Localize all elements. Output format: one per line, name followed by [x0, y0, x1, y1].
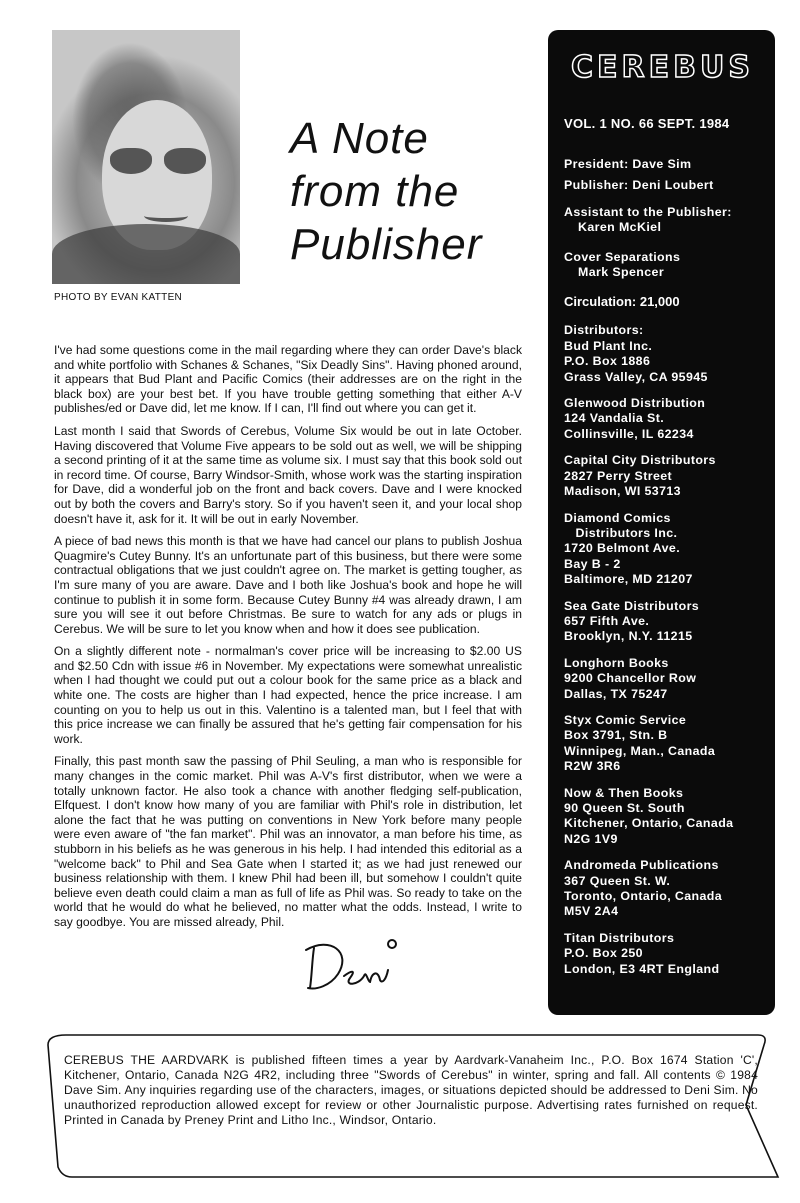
assistant-name: Karen McKiel [578, 220, 662, 235]
distributor-line: Box 3791, Stn. B [564, 728, 668, 743]
publisher-photo [52, 30, 240, 284]
distributor-line: Longhorn Books [564, 655, 669, 670]
distributor-line: Styx Comic Service [564, 712, 687, 727]
distributor-line: Capital City Distributors [564, 453, 716, 468]
title-line: Publisher [290, 220, 483, 269]
distributors-label: Distributors: [564, 323, 644, 338]
cover-name: Mark Spencer [578, 265, 665, 280]
distributors-list [564, 339, 761, 977]
distributor-line: 2827 Perry Street [564, 468, 673, 483]
staff-assistant [564, 205, 761, 236]
staff-president: President: Dave Sim [564, 157, 692, 171]
title-line: from the [290, 167, 460, 216]
article-paragraph: On a slightly different note - normalman's cover price will be increasing to $2.00 US and $2.50 Cdn with issue #6 in November. My expectations were somewhat unrealistic when I had thought we could put out a colour book for the same price as a black and white one. The costs are higher than I had expected, hence the price increase. I am counting on you to help us out in this. Valentino is a talented man, but I feel that with this price increase we can finally be assured that he's getting fair compensation for his work. [54, 644, 522, 746]
distributor-line: M5V 2A4 [564, 904, 619, 919]
distributor-line: 9200 Chancellor Row [564, 671, 697, 686]
distributor-line: Diamond Comics [564, 510, 671, 525]
article-body [54, 343, 522, 938]
distributor-entry [564, 713, 761, 775]
title-line: A Note [290, 114, 429, 163]
article-paragraph: A piece of bad news this month is that we have had cancel our plans to publish Joshua Quagmire's Cutey Bunny. It's an unfortunate part of this business, but there were some contractual obligations that we just couldn't agree on. The market is getting tougher, as I'm sure many of you are aware. Dave and I both like Joshua's book and hope he will continue to publish it in some form. Because Cutey Bunny #4 was already drawn, I am sure you will see it out before Christmas. Be sure to watch for any ads or plugs in Cerebus. We will be sure to let you know when and how it does see publication. [54, 534, 522, 636]
article-paragraph: Last month I said that Swords of Cerebus, Volume Six would be out in late October. Having discovered that Volume Five appears to be sold out as well, we will be shipping a second printing of it at the same time as volume six. I must say that this book sold out in record time. Of course, Barry Windsor-Smith, whose work was the starting inspiration for Dave, did a wonderful job on the front and back covers. Dave and I were knocked out by both the covers and Barry's story. So if you haven't seen it, and your local shop doesn't have it, ask for it. It will be out in early November. [54, 423, 522, 526]
masthead-sidebar [548, 30, 775, 1015]
distributor-entry [564, 599, 761, 645]
distributor-entry [564, 339, 761, 385]
distributor-line: Brooklyn, N.Y. 11215 [564, 629, 693, 644]
distributor-entry [564, 931, 761, 977]
distributor-line: 90 Queen St. South [564, 801, 685, 815]
distributor-entry [564, 396, 761, 442]
page-title [290, 112, 540, 271]
cerebus-logo: CEREBUS [571, 50, 754, 85]
article-paragraph: Finally, this past month saw the passing of Phil Seuling, a man who is responsible for many changes in the comic market. Phil was A-V's first distributor, when we were a totally unknown factor. He also took a chance with another fledging self-publication, Elfquest. I don't know how many of you are familiar with Phil's role in distribution, let alone the fact that he was putting on conventions in New York before many people were even aware of "the fan market". Phil was an innovator, a man before his time, as stubborn in his beliefs as he was generous in his help. I had intended this editorial as a "welcome back" to Phil and Sea Gate when I started it; as we had just renewed our business relationship with them. I knew Phil had been ill, but somehow I couldn't quite believe even death could claim a man as full of life as Phil was. So ready to take on the world that he would do what he believed, no matter what the odds. Instead, I write to say goodbye. You are missed already, Phil. [54, 754, 522, 929]
assistant-label: Assistant to the Publisher: [564, 204, 732, 219]
distributor-line: Baltimore, MD 21207 [564, 572, 693, 587]
distributor-line: Toronto, Ontario, Canada [564, 889, 723, 904]
distributor-line: Glenwood Distribution [564, 396, 706, 411]
distributor-line: Titan Distributors [564, 930, 675, 945]
sunglasses-icon [110, 148, 206, 174]
distributor-line: 367 Queen St. W. [564, 873, 671, 888]
cover-label: Cover Separations [564, 249, 681, 264]
issue-info: VOL. 1 NO. 66 SEPT. 1984 [564, 116, 730, 131]
photo-credit: PHOTO BY EVAN KATTEN [54, 292, 183, 303]
distributor-line: Now & Then Books [564, 785, 684, 800]
distributor-entry [564, 453, 761, 499]
distributor-entry [564, 656, 761, 702]
publication-notice [46, 1031, 784, 1181]
staff-publisher: Publisher: Deni Loubert [564, 178, 714, 193]
distributor-line: N2G 1V9 [564, 831, 618, 846]
distributor-line: P.O. Box 250 [564, 946, 643, 961]
signature [300, 930, 420, 1000]
distributor-line: London, E3 4RT England [564, 961, 720, 976]
distributor-line: Collinsville, IL 62234 [564, 426, 694, 441]
distributor-line: Bay B - 2 [564, 556, 621, 571]
distributor-line: P.O. Box 1886 [564, 354, 651, 369]
distributor-entry [564, 511, 761, 588]
distributor-line: Bud Plant Inc. [564, 338, 653, 353]
distributor-line: Dallas, TX 75247 [564, 686, 668, 701]
distributor-line: 657 Fifth Ave. [564, 613, 650, 628]
distributor-entry [564, 858, 761, 920]
distributor-line: R2W 3R6 [564, 759, 621, 774]
distributor-line: Kitchener, Ontario, Canada [564, 816, 734, 831]
distributor-line: 1720 Belmont Ave. [564, 541, 681, 556]
article-paragraph: I've had some questions come in the mail regarding where they can order Dave's black and white portfolio with Schanes & Schanes, "Six Deadly Sins". Having phoned around, it appears that Bud Plant and Pacific Comics (their addresses are on the right in the black box) are your best bet. If you have trouble getting something that either A-V publishes/ed or Dave did, let me know. If I can, I'll find out where you can get it. [54, 343, 522, 416]
distributor-line: Distributors Inc. [564, 525, 678, 540]
distributor-line: 124 Vandalia St. [564, 411, 665, 426]
distributor-line: Grass Valley, CA 95945 [564, 369, 708, 384]
notice-text: CEREBUS THE AARDVARK is published fifteen times a year by Aardvark-Vanaheim Inc., P.O. Box 1674 Station 'C', Kitchener, Ontario, Canada N2G 4R2, including three "Swords of Cerebus" in winter, spring and fall. All contents © 1984 Dave Sim. Any inquiries regarding use of the characters, images, or situations depicted should be addressed to Deni Sim. No unauthorized reproduction allowed except for review or other Journalistic purpose. Advertising rates furnished on request. Printed in Canada by Preney Print and Litho Inc., Windsor, Ontario. [64, 1053, 758, 1127]
distributor-line: Madison, WI 53713 [564, 484, 681, 499]
distributor-line: Sea Gate Distributors [564, 598, 700, 613]
distributor-entry [564, 786, 761, 848]
circulation: Circulation: 21,000 [564, 294, 680, 310]
distributor-line: Andromeda Publications [564, 858, 719, 873]
distributor-line: Winnipeg, Man., Canada [564, 743, 716, 758]
staff-cover [564, 250, 761, 281]
